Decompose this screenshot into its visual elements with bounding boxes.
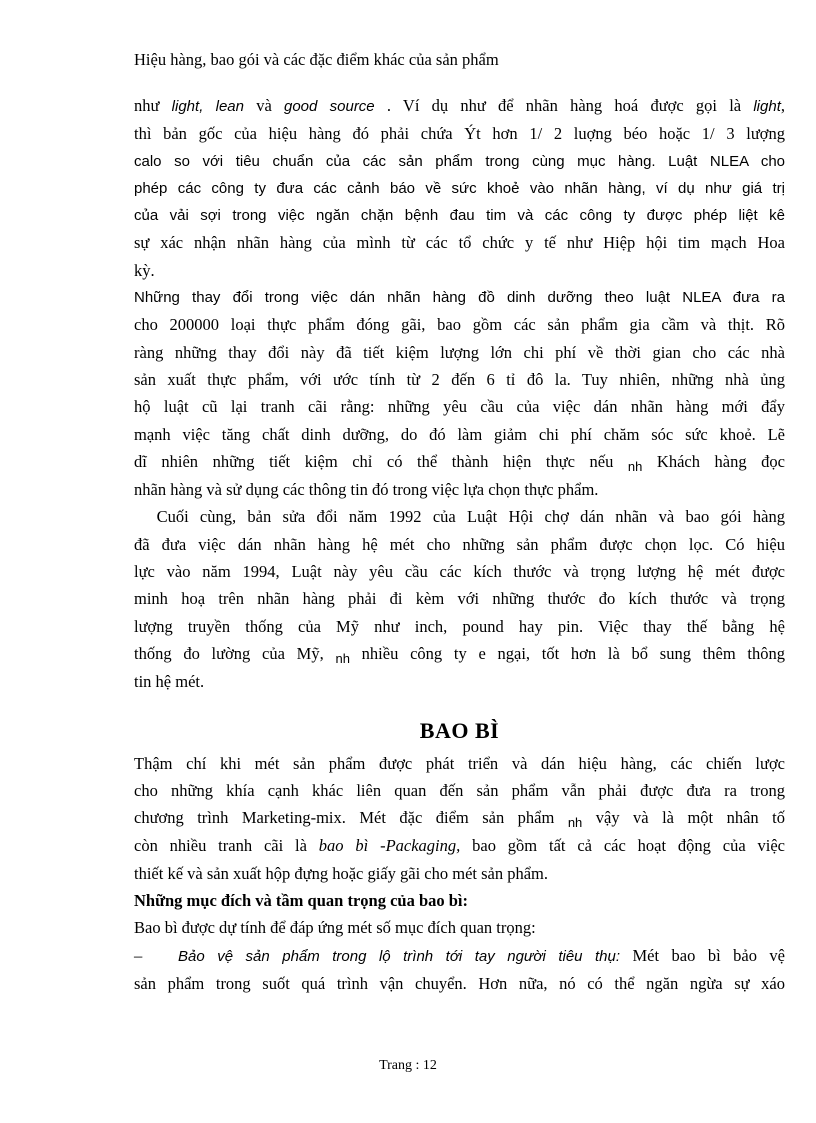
- line: [134, 804, 785, 832]
- line: Thậm chí khi mét sản phẩm được phát triển và dán hiệu hàng, các chiến lược: [134, 753, 785, 773]
- line: kỳ.: [134, 260, 155, 280]
- dash-bullet: –: [134, 945, 143, 965]
- paragraph-5: [134, 887, 785, 997]
- bullet-line: [134, 942, 785, 970]
- text: Khách hàng đọc: [642, 451, 785, 471]
- line: thiết kế và sản xuất hộp đựng hoặc giấy gãi cho mét sản phẩm.: [134, 863, 548, 883]
- line: minh hoạ trên nhãn hàng phải đi kèm với những thước đo kích thước và trọng: [134, 589, 785, 609]
- text: . Ví dụ như để nhãn hàng hoá được gọi là: [374, 96, 754, 115]
- line: cho những khía cạnh khác liên quan đến sản phẩm vẫn phải được đưa ra trong: [134, 780, 785, 800]
- text: còn nhiều tranh cãi là: [134, 836, 319, 856]
- page-header: Hiệu hàng, bao gói và các đặc điểm khác của sản phẩm: [134, 50, 499, 69]
- line: của vải sợi trong việc ngăn chặn bệnh đau tim và các công ty được phép liệt kê: [134, 207, 785, 225]
- document-body: [134, 92, 785, 997]
- line: ràng những thay đổi này đã tiết kiệm lượng lớn chi phí về thời gian cho các nhà: [134, 342, 785, 362]
- text: nh: [335, 650, 350, 666]
- text: vậy và là một nhân tố: [582, 808, 785, 828]
- line: tin hệ mét.: [134, 672, 205, 692]
- line: phép các công ty đưa các cảnh báo về sức khoẻ vào nhãn hàng, ví dụ như giá trị: [134, 179, 785, 197]
- italic-text: good source: [284, 98, 375, 115]
- page-number: Trang : 12: [379, 1058, 437, 1073]
- paragraph-2: [134, 284, 785, 503]
- line: lượng truyền thống của Mỹ như inch, pound hay pin. Việc thay thế bằng hệ: [134, 616, 785, 636]
- line: lực vào năm 1994, Luật này yêu cầu các kích thước và trọng lượng hệ mét được: [134, 562, 785, 582]
- text: thống đo lường của Mỹ,: [134, 643, 336, 663]
- text: nh: [627, 458, 643, 474]
- text: và: [243, 96, 284, 115]
- line: đã đưa việc dán nhãn hàng hệ mét cho những sản phẩm được chọn lọc. Có hiệu: [134, 534, 785, 554]
- paragraph-1: [134, 92, 785, 284]
- text: như: [134, 96, 172, 115]
- line: [134, 448, 785, 476]
- subheading: Những mục đích và tầm quan trọng của bao bì:: [134, 891, 468, 911]
- line: sản phẩm trong suốt quá trình vận chuyển. Hơn nữa, nó có thể ngăn ngừa sự xáo: [134, 973, 785, 993]
- line: Bao bì được dự tính để đáp ứng mét số mục đích quan trọng:: [134, 918, 536, 938]
- line: thì bản gốc của hiệu hàng đó phải chứa Ýt hơn 1/ 2 luợng béo hoặc 1/ 3 lượng: [134, 124, 785, 144]
- line: [134, 92, 785, 120]
- text: dĩ nhiên những tiết kiệm chỉ có thể thành hiện thực nếu: [134, 451, 628, 471]
- line: mạnh việc tăng chất dinh dưỡng, do đó làm giảm chi phí chăm sóc sức khoẻ. Lẽ: [134, 424, 785, 444]
- text: nhiều công ty e ngại, tốt hơn là bổ sung thêm thông: [349, 643, 785, 663]
- text: nh: [567, 815, 583, 831]
- line: [134, 640, 785, 668]
- paragraph-3: [134, 503, 785, 695]
- italic-text: Bảo vệ sản phẩm trong lộ trình tới tay người tiêu thụ:: [178, 947, 621, 965]
- line: [134, 832, 785, 859]
- line: Những thay đổi trong việc dán nhãn hàng đồ dinh dưỡng theo luật NLEA đưa ra: [134, 289, 785, 307]
- line: sản xuất thực phẩm, với ước tính từ 2 đến 6 tỉ đô la. Tuy nhiên, những nhà ủng: [134, 369, 785, 389]
- line: nhãn hàng và sử dụng các thông tin đó trong việc lựa chọn thực phẩm.: [134, 480, 599, 500]
- paragraph-4: [134, 750, 785, 887]
- text: ,: [780, 96, 785, 115]
- text: chương trình Marketing-mix. Mét đặc điểm sản phẩm: [134, 808, 568, 828]
- italic-text: light, lean: [171, 98, 244, 115]
- line: cho 200000 loại thực phẩm đóng gãi, bao gồm các sản phẩm gia cầm và thịt. Rõ: [134, 315, 785, 335]
- section-heading: BAO BÌ: [419, 717, 500, 743]
- line: sự xác nhận nhãn hàng của mình từ các tổ chức y tế như Hiệp hội tim mạch Hoa: [134, 233, 785, 253]
- line: Cuối cùng, bản sửa đổi năm 1992 của Luật Hội chợ dán nhãn và bao gói hàng: [134, 507, 785, 527]
- line: calo so với tiêu chuẩn của các sản phẩm trong cùng mục hàng. Luật NLEA cho: [134, 152, 785, 170]
- line: hộ luật cũ lại tranh cãi rằng: những yêu cầu của việc dán nhãn hàng mới đẩy: [134, 397, 785, 417]
- italic-text: light: [753, 98, 781, 115]
- text: Mét bao bì bảo vệ: [620, 945, 785, 965]
- text: bao gồm tất cả các hoạt động của việc: [460, 836, 786, 856]
- italic-text: bao bì -Packaging,: [318, 836, 461, 856]
